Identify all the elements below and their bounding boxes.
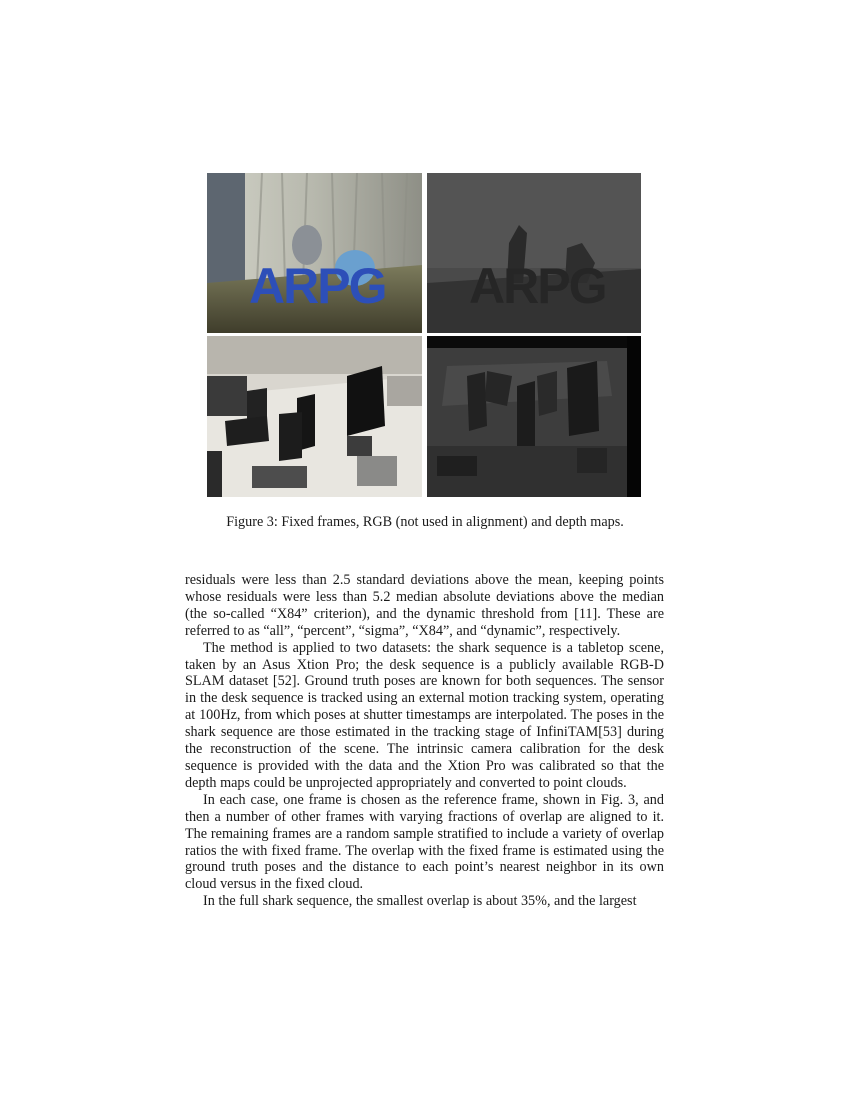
- body-text: [185, 572, 664, 910]
- rgb-shark-letters: ARPG: [249, 258, 386, 314]
- depth-shark-image: [427, 173, 641, 333]
- depth-desk-image: [427, 336, 641, 497]
- figure-3: [207, 173, 642, 497]
- figure-caption: Figure 3: Fixed frames, RGB (not used in alignment) and depth maps.: [226, 514, 624, 530]
- paragraph-3: In each case, one frame is chosen as the reference frame, shown in Fig. 3, and then a number of other frames with varying fractions of overlap are aligned to it. The remaining frames are a random sample stratified to include a variety of overlap ratios the with fixed frame. The overlap with the fixed frame is estimated using the ground truth poses and the distance to each point’s nearest neighbor in its own cloud versus in the fixed cloud.: [185, 791, 664, 893]
- paragraph-2: The method is applied to two datasets: the shark sequence is a tabletop scene, taken by an Asus Xtion Pro; the desk sequence is a publicly available RGB-D SLAM dataset [52]. Ground truth poses are known for both sequences. The sensor in the desk sequence is tracked using an external motion tracking system, operating at 100Hz, from which poses at shutter timestamps are interpolated. The poses in the shark sequence are those estimated in the tracking stage of InfiniTAM[53] during the reconstruction of the scene. The intrinsic camera calibration for the desk sequence is provided with the data and the Xtion Pro was calibrated so that the depth maps could be unprojected appropriately and converted to point clouds.: [185, 639, 664, 791]
- depth-shark-letters: ARPG: [469, 258, 606, 314]
- rgb-desk-image: [207, 336, 422, 497]
- rgb-shark-image: [207, 173, 422, 333]
- paragraph-1: residuals were less than 2.5 standard deviations above the mean, keeping points whose residuals were less than 5.2 median absolute deviations above the median (the so-called “X84” criterion), and the dynamic threshold from [11]. These are referred to as “all”, “percent”, “sigma”, “X84”, and “dynamic”, respectively.: [185, 572, 664, 639]
- paragraph-4: In the full shark sequence, the smallest overlap is about 35%, and the largest: [203, 893, 637, 910]
